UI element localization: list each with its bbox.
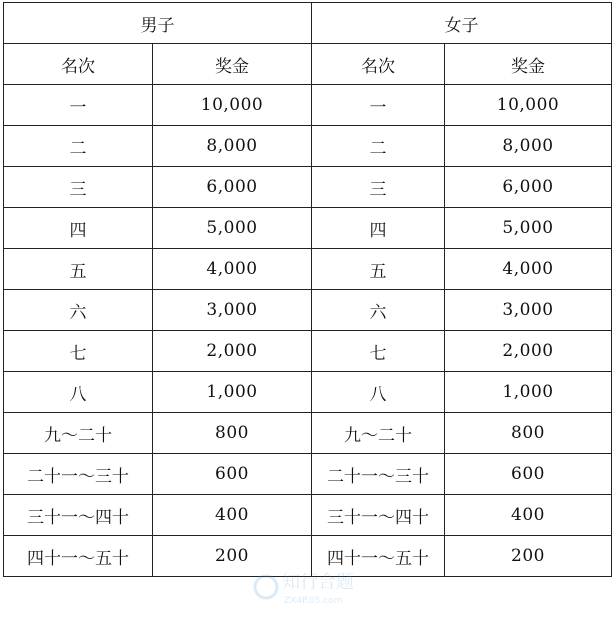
women-prize-cell: 4,000 (445, 249, 612, 290)
group-header-row (4, 3, 612, 44)
table-row (4, 331, 612, 372)
men-rank-cell: 三 (4, 167, 153, 208)
watermark-url: ZX4P.05.com (284, 596, 343, 606)
table-row (4, 167, 612, 208)
women-prize-cell: 200 (445, 536, 612, 577)
men-rank-header: 名次 (4, 44, 153, 85)
women-prize-cell: 400 (445, 495, 612, 536)
men-group-header: 男子 (4, 3, 312, 44)
table-row (4, 126, 612, 167)
women-rank-cell: 五 (312, 249, 445, 290)
table-row (4, 208, 612, 249)
men-rank-cell: 七 (4, 331, 153, 372)
table-row (4, 536, 612, 577)
table-row (4, 85, 612, 126)
women-prize-cell: 5,000 (445, 208, 612, 249)
women-group-header: 女子 (312, 3, 612, 44)
women-prize-cell: 1,000 (445, 372, 612, 413)
men-prize-cell: 5,000 (153, 208, 312, 249)
watermark-swirl-icon (255, 576, 277, 598)
women-rank-cell: 六 (312, 290, 445, 331)
women-prize-cell: 3,000 (445, 290, 612, 331)
men-prize-cell: 1,000 (153, 372, 312, 413)
women-prize-cell: 800 (445, 413, 612, 454)
table-row (4, 372, 612, 413)
men-rank-cell: 一 (4, 85, 153, 126)
women-rank-cell: 三十一～四十 (312, 495, 445, 536)
men-rank-cell: 二 (4, 126, 153, 167)
women-rank-cell: 二 (312, 126, 445, 167)
table-row (4, 290, 612, 331)
men-prize-header: 奖金 (153, 44, 312, 85)
men-prize-cell: 10,000 (153, 85, 312, 126)
men-prize-cell: 200 (153, 536, 312, 577)
women-rank-cell: 一 (312, 85, 445, 126)
women-rank-header: 名次 (312, 44, 445, 85)
men-rank-cell: 五 (4, 249, 153, 290)
men-prize-cell: 600 (153, 454, 312, 495)
table-row (4, 454, 612, 495)
watermark-text: 知行合题 (282, 572, 354, 593)
men-prize-cell: 6,000 (153, 167, 312, 208)
table-row (4, 413, 612, 454)
women-rank-cell: 三 (312, 167, 445, 208)
men-prize-cell: 8,000 (153, 126, 312, 167)
men-rank-cell: 二十一～三十 (4, 454, 153, 495)
men-rank-cell: 四 (4, 208, 153, 249)
women-prize-cell: 600 (445, 454, 612, 495)
women-prize-cell: 8,000 (445, 126, 612, 167)
column-header-row (4, 44, 612, 85)
women-rank-cell: 九～二十 (312, 413, 445, 454)
men-rank-cell: 八 (4, 372, 153, 413)
men-prize-cell: 2,000 (153, 331, 312, 372)
men-rank-cell: 三十一～四十 (4, 495, 153, 536)
men-prize-cell: 400 (153, 495, 312, 536)
men-prize-cell: 800 (153, 413, 312, 454)
women-prize-cell: 2,000 (445, 331, 612, 372)
women-prize-cell: 10,000 (445, 85, 612, 126)
women-rank-cell: 四十一～五十 (312, 536, 445, 577)
women-rank-cell: 八 (312, 372, 445, 413)
men-prize-cell: 3,000 (153, 290, 312, 331)
women-prize-cell: 6,000 (445, 167, 612, 208)
women-rank-cell: 二十一～三十 (312, 454, 445, 495)
table-row (4, 495, 612, 536)
women-prize-header: 奖金 (445, 44, 612, 85)
men-rank-cell: 九～二十 (4, 413, 153, 454)
men-prize-cell: 4,000 (153, 249, 312, 290)
women-rank-cell: 七 (312, 331, 445, 372)
women-rank-cell: 四 (312, 208, 445, 249)
men-rank-cell: 四十一～五十 (4, 536, 153, 577)
prize-table (3, 2, 612, 577)
men-rank-cell: 六 (4, 290, 153, 331)
table-row (4, 249, 612, 290)
